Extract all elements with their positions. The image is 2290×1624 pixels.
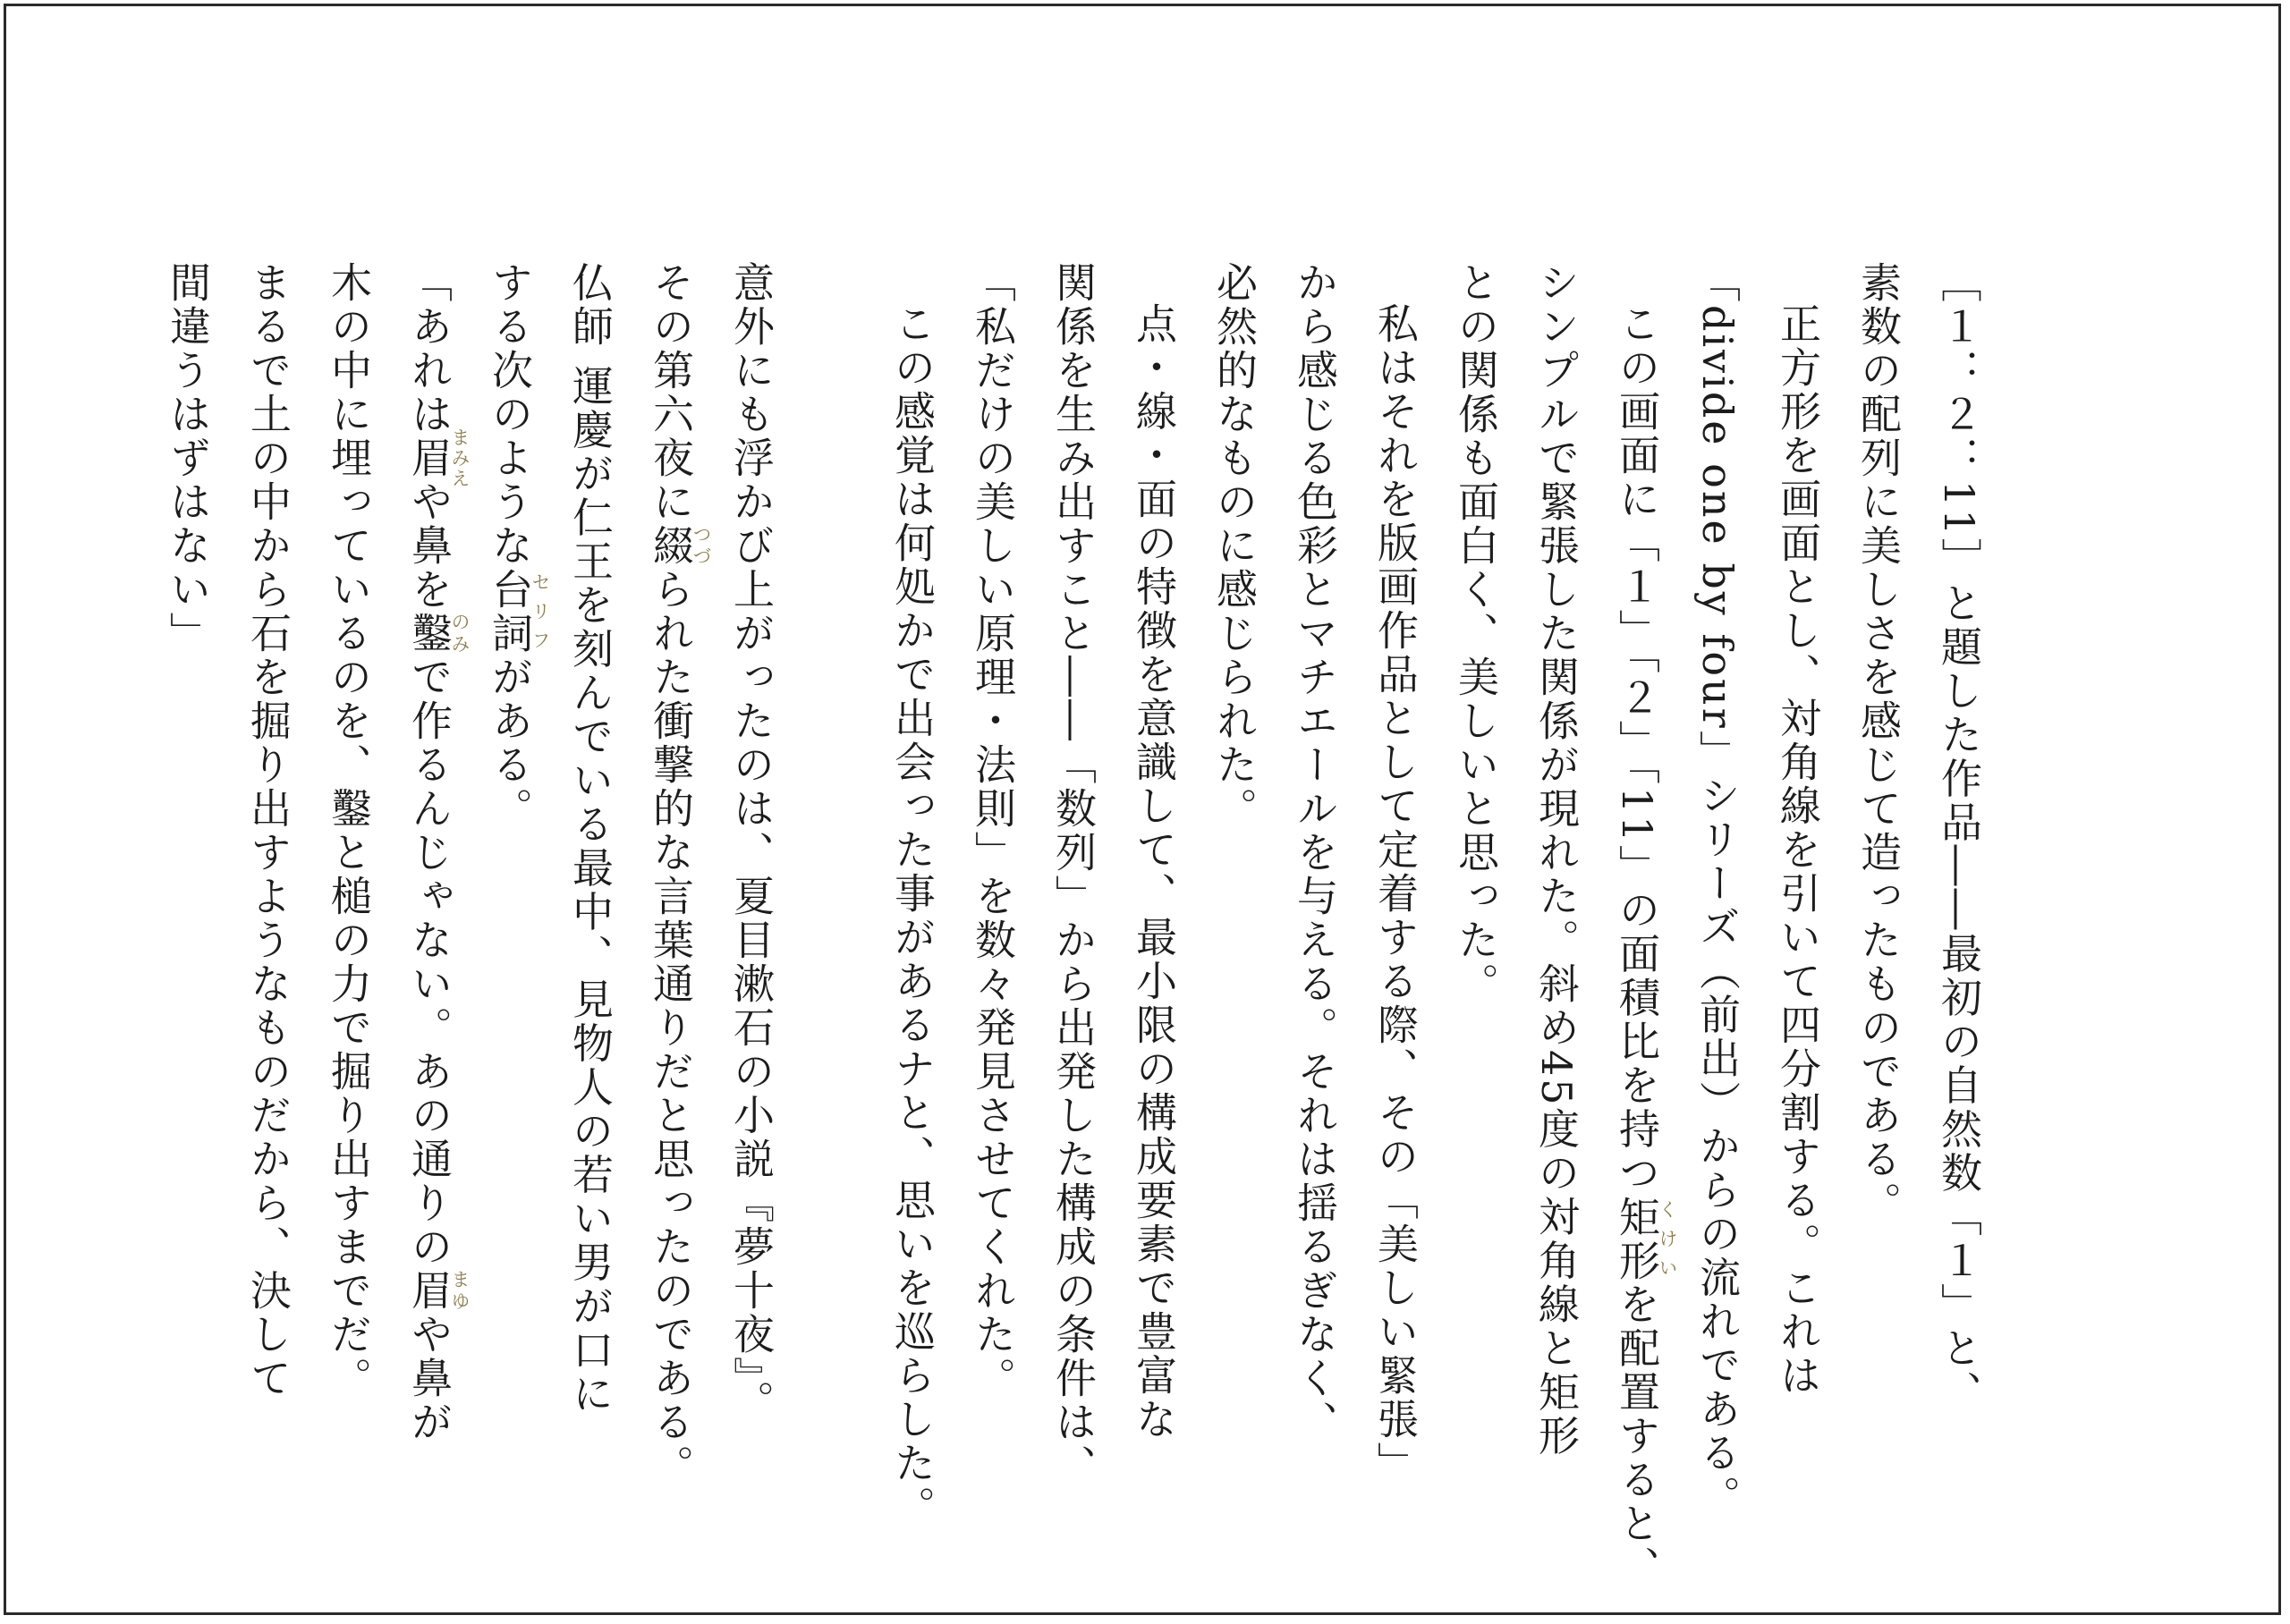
- paragraph-line: シンプルで緊張した関係が現れた。斜め45度の対角線と矩形: [1532, 261, 1581, 1459]
- paragraph-line: 「divide one by four」シリーズ（前出）からの流れである。: [1693, 261, 1742, 1519]
- ruby-serifu: [486, 568, 551, 656]
- paragraph-line: [1597, 261, 1678, 1590]
- page-frame: [4, 4, 2281, 1615]
- ruby-base: 鑿: [405, 612, 454, 656]
- ruby-base: 矩形: [1613, 1195, 1661, 1283]
- ruby-mamie: [405, 427, 471, 489]
- paragraph-line: 意外にも浮かび上がったのは、夏目漱石の小説『夢十夜』。: [727, 261, 776, 1424]
- paragraph-line: から感じる色彩とマチエールを与える。それは揺るぎなく、: [1291, 261, 1339, 1444]
- ruby-reading: まみえ: [449, 427, 471, 489]
- text-run: この画面に「１」「２」「11」の面積比を持つ: [1613, 302, 1661, 1196]
- paragraph-line: 点・線・面の特徴を意識して、最小限の構成要素で豊富な: [1130, 302, 1178, 1442]
- text-run: や鼻を: [405, 480, 454, 612]
- paragraph-line: 正方形を画面とし、対角線を引いて四分割する。これは: [1774, 302, 1822, 1398]
- ruby-reading: くけい: [1657, 1195, 1678, 1283]
- ruby-mayu: [405, 1269, 471, 1313]
- paragraph-line: この感覚は何処かで出会った事があるナと、思いを巡らした。: [888, 302, 937, 1529]
- ruby-base: 眉: [405, 1269, 454, 1313]
- quote-line: まるで土の中から石を掘り出すようなものだから、決して: [244, 261, 293, 1400]
- ruby-reading: のみ: [449, 612, 471, 656]
- text-run: その第六夜に: [647, 261, 695, 524]
- ruby-base: 眉: [405, 427, 454, 489]
- quote-line: 木の中に埋っているのを、鑿と槌の力で掘り出すまでだ。: [325, 261, 373, 1400]
- paragraph-line: 「私だけの美しい原理・法則」を数々発見させてくれた。: [969, 261, 1017, 1400]
- ruby-reading: まゆ: [449, 1269, 471, 1313]
- text-run: や鼻が: [405, 1313, 454, 1444]
- text-run: がある。: [486, 656, 534, 831]
- paragraph-line: ［１：２：11］と題した作品――最初の自然数「１」と、: [1935, 261, 1983, 1415]
- quote-line: 間違うはずはない」: [164, 261, 212, 656]
- text-run: で作るんじゃない。あの通りの: [405, 656, 454, 1269]
- text-run: られた衝撃的な言葉通りだと思ったのである。: [647, 568, 695, 1488]
- paragraph-line: 仏師 運慶が仁王を刻んでいる最中、見物人の若い男が口に: [566, 261, 615, 1417]
- ruby-reading: セリフ: [530, 568, 551, 656]
- paragraph-line: との関係も面白く、美しいと思った。: [1452, 261, 1500, 1006]
- paragraph-line: 関係を生み出すこと――「数列」から出発した構成の条件は、: [1049, 261, 1098, 1488]
- ruby-tsuzu: [647, 524, 712, 568]
- paragraph-line: [631, 261, 711, 1531]
- ruby-base: 台詞: [486, 568, 534, 656]
- ruby-nomi: [405, 612, 471, 656]
- paragraph-line: 私はそれを版画作品として定着する際、その「美しい緊張」: [1371, 302, 1420, 1485]
- paragraph-line: 素数の配列に美しさを感じて造ったものである。: [1854, 261, 1903, 1225]
- quote-line: [389, 261, 470, 1531]
- paragraph-line: 必然的なものに感じられた。: [1210, 261, 1259, 831]
- paragraph-line: [470, 261, 550, 1531]
- vertical-text-body: [164, 261, 1999, 1590]
- ruby-reading: つづ: [691, 524, 712, 568]
- text-run: を配置すると、: [1613, 1282, 1661, 1590]
- ruby-base: 綴: [647, 524, 695, 568]
- text-run: 「あれは: [405, 261, 454, 436]
- text-run: する次のような: [486, 261, 534, 568]
- ruby-kukei: [1613, 1195, 1678, 1283]
